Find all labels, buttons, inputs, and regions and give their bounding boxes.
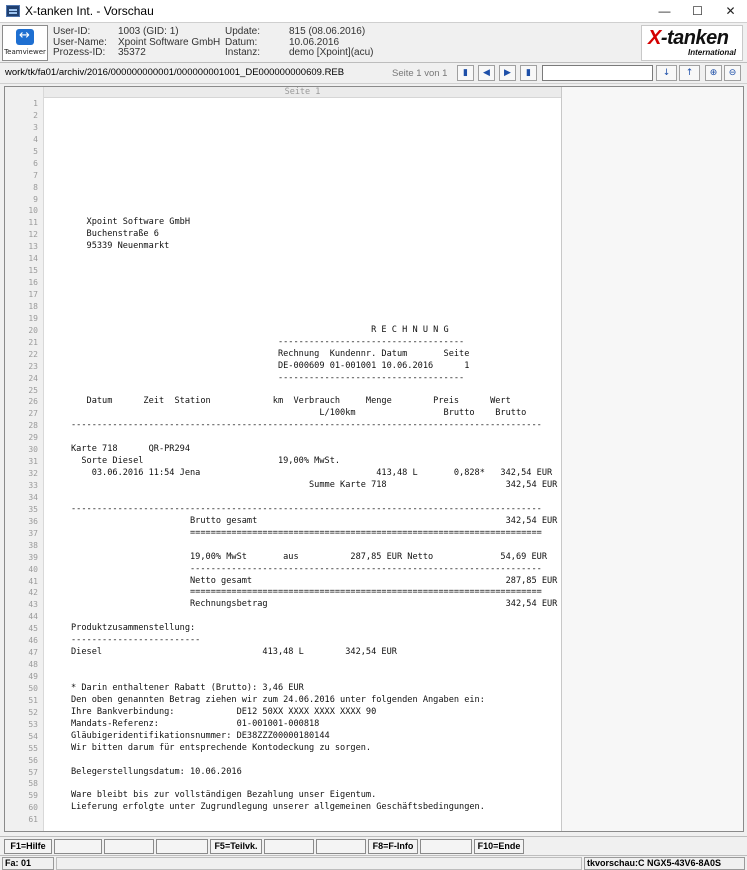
document-line: Den oben genannten Betrag ziehen wir zum 24.06.2016 unter folgenden Angaben ein: (71, 694, 485, 705)
document-line: ------------------------------------ (71, 336, 465, 347)
line-number: 41 (28, 576, 38, 586)
line-number: 49 (28, 672, 38, 681)
document-line: Belegerstellungsdatum: 10.06.2016 (71, 766, 242, 777)
line-number: 58 (28, 779, 38, 789)
document-line: Buchenstraße 6 (71, 229, 159, 240)
fkey-button-7[interactable] (316, 839, 366, 854)
document-line (71, 253, 557, 265)
process-id-label: Prozess-ID: (53, 47, 106, 58)
maximize-button[interactable]: ☐ (692, 4, 703, 18)
document-line: Lieferung erfolgte unter Zugrundlegung unserer allgemeinen Geschäftsbedingungen. (71, 802, 485, 813)
line-number: 1 (33, 99, 38, 108)
info-labels-2 (225, 27, 260, 59)
line-number: 40 (28, 564, 38, 574)
function-key-bar (0, 836, 747, 855)
process-id-value: 35372 (118, 47, 146, 58)
document-line (71, 98, 557, 110)
document-line: Wir bitten darum für entsprechende Kontodeckung zu sorgen. (71, 742, 372, 753)
line-number: 11 (28, 218, 38, 228)
line-number: 47 (28, 648, 38, 658)
teamviewer-label: Teamviewer (4, 48, 46, 56)
document-line (71, 182, 557, 194)
document-line (71, 110, 557, 122)
line-number: 51 (28, 695, 38, 705)
document-line: Rechnung Kundennr. Datum Seite (71, 348, 470, 359)
line-number: 34 (28, 492, 38, 502)
document-line: L/100km Brutto Brutto (71, 408, 527, 419)
document-line: Summe Karte 718 342,54 EUR (71, 480, 558, 490)
document-line: 95339 Neuenmarkt (71, 241, 170, 252)
line-number: 23 (28, 361, 38, 371)
document-line (71, 134, 557, 146)
document-line (71, 385, 557, 397)
line-number: 20 (28, 325, 38, 335)
document-line: -------------------------------------------------------------------- (71, 563, 542, 574)
info-header (0, 23, 747, 63)
line-number: 37 (28, 528, 38, 538)
document-line: Mandats-Referenz: 01-001001-000818 (71, 718, 320, 729)
document-lines (71, 98, 557, 826)
document-line (71, 265, 557, 277)
zoom-in-icon: ⊕ (709, 68, 718, 78)
user-name-value: Xpoint Software GmbH (118, 36, 221, 48)
document-line (71, 611, 557, 623)
instance-value: demo [Xpoint](acu) (289, 47, 374, 58)
document-line: DE-000609 01-001001 10.06.2016 1 (71, 360, 470, 371)
search-down-button[interactable] (656, 65, 677, 81)
document-line: Netto gesamt 287,85 EUR (71, 575, 558, 586)
teamviewer-icon (16, 29, 34, 45)
title-bar (0, 0, 747, 23)
fkey-button-9[interactable] (420, 839, 472, 854)
first-page-icon: ▮ (463, 68, 468, 78)
update-label: Update: (225, 26, 261, 37)
document-line (71, 289, 557, 301)
document-line (71, 205, 557, 217)
document-line (71, 755, 557, 767)
close-button[interactable]: ✕ (725, 4, 736, 18)
document-line: Xpoint Software GmbH (71, 217, 190, 228)
document-margin (561, 87, 743, 831)
document-line (71, 659, 557, 671)
user-id-label: User-ID: (53, 26, 91, 37)
line-number: 44 (28, 612, 38, 622)
window-title: X-tanken Int. - Vorschau (25, 4, 154, 18)
x-tanken-logo (641, 25, 743, 61)
document-line: Ware bleibt bis zur vollständigen Bezahlung unser Eigentum. (71, 790, 377, 801)
user-name-label: User-Name: (53, 36, 107, 48)
line-number: 4 (33, 134, 38, 144)
logo-sub: International (687, 48, 736, 57)
user-id-value: 1003 (GID: 1) (118, 26, 179, 37)
line-number: 42 (28, 588, 38, 598)
document-line: ------------------------------------ (71, 372, 465, 383)
document-line (71, 146, 557, 158)
date-value: 10.06.2016 (289, 36, 340, 48)
date-label: Datum: (225, 36, 258, 48)
page-info: Seite 1 von 1 (392, 68, 448, 79)
document-line (71, 814, 557, 826)
line-number: 10 (28, 206, 38, 216)
line-number: 33 (28, 481, 38, 490)
line-number: 6 (33, 158, 38, 168)
first-page-button[interactable] (457, 65, 474, 81)
fkey-button-5[interactable]: F5=Teilvk. (210, 839, 262, 854)
line-number: 8 (33, 182, 38, 192)
document-line: ------------------------------------------------------------------------------------------- (71, 503, 542, 514)
fkey-button-2[interactable] (54, 839, 102, 854)
document-line (71, 492, 557, 504)
line-number: 17 (28, 290, 38, 299)
line-number: 27 (28, 409, 38, 419)
document-line: ==================================================================== (71, 587, 542, 598)
line-number: 15 (28, 266, 38, 276)
line-number: 50 (28, 683, 38, 693)
line-number: 24 (28, 373, 38, 383)
line-number: 3 (33, 122, 38, 132)
teamviewer-button[interactable] (2, 25, 48, 61)
update-value: 815 (08.06.2016) (289, 26, 366, 37)
document-line: ------------------------- (71, 635, 201, 646)
line-number: 53 (28, 719, 38, 729)
info-values-2 (289, 27, 374, 59)
line-numbers (5, 98, 38, 826)
line-number: 48 (28, 660, 38, 670)
document-line (71, 301, 557, 313)
search-input[interactable] (542, 65, 653, 81)
line-number: 60 (28, 803, 38, 813)
line-number: 32 (28, 469, 38, 479)
app-icon (6, 5, 20, 17)
line-number: 18 (28, 301, 38, 311)
search-up-button[interactable] (679, 65, 700, 81)
search-up-icon: ↑ (685, 68, 694, 78)
next-page-button[interactable] (499, 65, 516, 81)
instance-label: Instanz: (225, 47, 261, 58)
line-number: 29 (28, 433, 38, 443)
line-number: 54 (28, 731, 38, 741)
document-line: Brutto gesamt 342,54 EUR (71, 515, 558, 526)
next-page-icon: ▶ (504, 68, 511, 78)
line-number: 22 (28, 349, 38, 359)
line-number: 13 (28, 242, 38, 252)
document-line: Gläubigeridentifikationsnummer: DE38ZZZ00000180144 (71, 730, 330, 741)
line-number: 30 (28, 445, 38, 455)
document-line (71, 432, 557, 444)
file-path: work/tk/fa01/archiv/2016/000000000001/000000001001_DE000000000609.REB (5, 67, 345, 78)
line-number: 36 (28, 516, 38, 526)
prev-page-icon: ◀ (483, 68, 490, 78)
line-number: 9 (33, 194, 38, 204)
zoom-in-button[interactable] (705, 65, 722, 81)
prev-page-button[interactable] (478, 65, 495, 81)
document-line (71, 170, 557, 182)
fkey-button-6[interactable] (264, 839, 314, 854)
document-line: Karte 718 QR-PR294 (71, 444, 190, 455)
line-number: 12 (28, 230, 38, 240)
document-line (71, 778, 557, 790)
document-line (71, 540, 557, 552)
fkey-button-3[interactable] (104, 839, 154, 854)
line-number: 5 (33, 146, 38, 156)
document-line: R E C H N U N G (71, 324, 449, 335)
line-number: 61 (28, 815, 38, 825)
line-number: 38 (28, 540, 38, 550)
document-line: Ihre Bankverbindung: DE12 50XX XXXX XXXX XXXX 90 (71, 706, 377, 717)
document-area[interactable] (4, 86, 744, 832)
document-line: Produktzusammenstellung: (71, 623, 196, 634)
line-number: 46 (28, 636, 38, 646)
document-line: Diesel 413,48 L 342,54 EUR (71, 647, 397, 658)
document-line: 03.06.2016 11:54 Jena 413,48 L 0,828* 342,54 EUR (71, 468, 553, 479)
document-line (71, 277, 557, 289)
document-line (71, 313, 557, 325)
line-number: 45 (28, 624, 38, 634)
document-line: Sorte Diesel 19,00% MwSt. (71, 456, 341, 467)
line-number: 7 (33, 170, 38, 180)
toolbar (0, 63, 747, 84)
line-number: 35 (28, 504, 38, 514)
line-number: 57 (28, 767, 38, 777)
line-number: 56 (28, 755, 38, 765)
document-line: Datum Zeit Station km Verbrauch Menge Preis Wert (71, 396, 511, 407)
line-number: 19 (28, 313, 38, 323)
status-message (56, 857, 582, 870)
minimize-button[interactable]: — (658, 4, 671, 18)
line-number: 25 (28, 385, 38, 395)
search-down-icon: ↓ (662, 68, 671, 78)
last-page-button[interactable] (520, 65, 537, 81)
line-number: 39 (28, 552, 38, 562)
line-number: 2 (33, 110, 38, 120)
fkey-button-1[interactable]: F1=Hilfe (4, 839, 52, 854)
line-number: 59 (28, 791, 38, 801)
line-number: 31 (28, 457, 38, 467)
document-line (71, 671, 557, 683)
document-line: ------------------------------------------------------------------------------------------- (71, 420, 542, 431)
line-number: 21 (28, 337, 38, 347)
document-line: * Darin enthaltener Rabatt (Brutto): 3,46 EUR (71, 682, 304, 693)
document-line: 19,00% MwSt aus 287,85 EUR Netto 54,69 EUR (71, 551, 547, 562)
status-bar (0, 855, 747, 870)
line-number: 14 (28, 254, 38, 264)
document-line (71, 122, 557, 134)
info-labels-1 (53, 27, 107, 59)
fkey-button-8[interactable]: F8=F-Info (368, 839, 418, 854)
document-line: Rechnungsbetrag 342,54 EUR (71, 599, 558, 610)
last-page-icon: ▮ (526, 68, 531, 78)
info-values-1 (118, 27, 220, 59)
fkey-button-4[interactable] (156, 839, 208, 854)
zoom-out-button[interactable] (724, 65, 741, 81)
zoom-out-icon: ⊖ (728, 68, 737, 78)
status-company: Fa: 01 (2, 857, 54, 870)
line-number: 26 (28, 397, 38, 407)
document-line: ==================================================================== (71, 527, 542, 538)
line-number: 55 (28, 743, 38, 753)
document-line (71, 194, 557, 206)
document-line (71, 158, 557, 170)
line-number: 28 (28, 421, 38, 431)
logo-main: X-tanken (648, 27, 729, 49)
fkey-button-10[interactable]: F10=Ende (474, 839, 524, 854)
status-program: tkvorschau:C NGX5-43V6-8A0S (584, 857, 745, 870)
document-page (5, 87, 561, 831)
line-number: 43 (28, 600, 38, 610)
page-label: Seite 1 (284, 87, 321, 97)
line-number: 52 (28, 707, 38, 717)
line-number: 16 (28, 278, 38, 288)
